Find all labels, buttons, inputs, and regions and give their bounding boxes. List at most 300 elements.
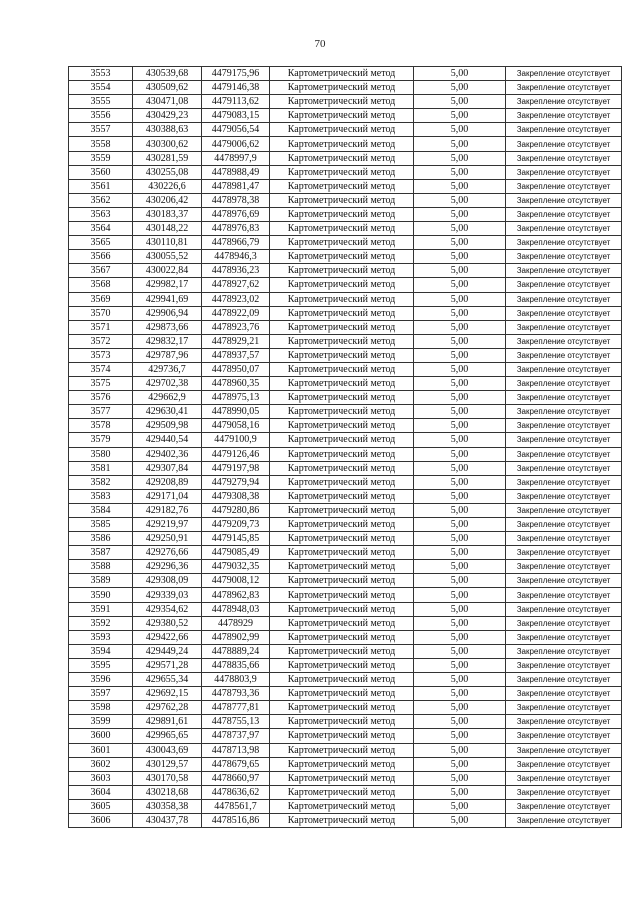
table-row (69, 799, 622, 813)
accuracy-cell: 5,00 (414, 320, 506, 334)
y-coordinate-cell: 4478948,03 (202, 602, 270, 616)
table-row (69, 658, 622, 672)
x-coordinate-cell: 429208,89 (133, 475, 202, 489)
y-coordinate-cell: 4478927,62 (202, 278, 270, 292)
x-coordinate-cell: 429308,09 (133, 574, 202, 588)
accuracy-cell: 5,00 (414, 292, 506, 306)
point-number-cell: 3603 (69, 771, 133, 785)
x-coordinate-cell: 429787,96 (133, 348, 202, 362)
table-row (69, 334, 622, 348)
fixation-cell: Закрепление отсутствует (506, 109, 622, 123)
x-coordinate-cell: 429449,24 (133, 644, 202, 658)
table-row (69, 503, 622, 517)
fixation-cell: Закрепление отсутствует (506, 658, 622, 672)
table-row (69, 546, 622, 560)
point-number-cell: 3601 (69, 743, 133, 757)
point-number-cell: 3600 (69, 729, 133, 743)
method-cell: Картометрический метод (270, 475, 414, 489)
fixation-cell: Закрепление отсутствует (506, 588, 622, 602)
method-cell: Картометрический метод (270, 348, 414, 362)
method-cell: Картометрический метод (270, 532, 414, 546)
coordinates-table-body (69, 67, 622, 828)
method-cell: Картометрический метод (270, 743, 414, 757)
method-cell: Картометрический метод (270, 687, 414, 701)
y-coordinate-cell: 4478679,65 (202, 757, 270, 771)
y-coordinate-cell: 4478737,97 (202, 729, 270, 743)
table-row (69, 348, 622, 362)
point-number-cell: 3595 (69, 658, 133, 672)
table-row (69, 630, 622, 644)
x-coordinate-cell: 429982,17 (133, 278, 202, 292)
method-cell: Картометрический метод (270, 813, 414, 827)
accuracy-cell: 5,00 (414, 193, 506, 207)
accuracy-cell: 5,00 (414, 306, 506, 320)
point-number-cell: 3602 (69, 757, 133, 771)
fixation-cell: Закрепление отсутствует (506, 207, 622, 221)
x-coordinate-cell: 429440,54 (133, 433, 202, 447)
x-coordinate-cell: 429422,66 (133, 630, 202, 644)
y-coordinate-cell: 4478978,38 (202, 193, 270, 207)
fixation-cell: Закрепление отсутствует (506, 518, 622, 532)
accuracy-cell: 5,00 (414, 475, 506, 489)
method-cell: Картометрический метод (270, 673, 414, 687)
accuracy-cell: 5,00 (414, 419, 506, 433)
y-coordinate-cell: 4478937,57 (202, 348, 270, 362)
accuracy-cell: 5,00 (414, 503, 506, 517)
table-row (69, 320, 622, 334)
method-cell: Картометрический метод (270, 292, 414, 306)
fixation-cell: Закрепление отсутствует (506, 278, 622, 292)
table-row (69, 771, 622, 785)
table-row (69, 813, 622, 827)
fixation-cell: Закрепление отсутствует (506, 447, 622, 461)
y-coordinate-cell: 4478976,83 (202, 222, 270, 236)
fixation-cell: Закрепление отсутствует (506, 701, 622, 715)
fixation-cell: Закрепление отсутствует (506, 771, 622, 785)
table-row (69, 207, 622, 221)
accuracy-cell: 5,00 (414, 616, 506, 630)
x-coordinate-cell: 430509,62 (133, 81, 202, 95)
fixation-cell: Закрепление отсутствует (506, 264, 622, 278)
y-coordinate-cell: 4478889,24 (202, 644, 270, 658)
method-cell: Картометрический метод (270, 405, 414, 419)
point-number-cell: 3591 (69, 602, 133, 616)
table-row (69, 715, 622, 729)
point-number-cell: 3585 (69, 518, 133, 532)
x-coordinate-cell: 430055,52 (133, 250, 202, 264)
point-number-cell: 3578 (69, 419, 133, 433)
point-number-cell: 3606 (69, 813, 133, 827)
point-number-cell: 3564 (69, 222, 133, 236)
method-cell: Картометрический метод (270, 193, 414, 207)
accuracy-cell: 5,00 (414, 644, 506, 658)
accuracy-cell: 5,00 (414, 95, 506, 109)
fixation-cell: Закрепление отсутствует (506, 503, 622, 517)
accuracy-cell: 5,00 (414, 348, 506, 362)
point-number-cell: 3604 (69, 785, 133, 799)
point-number-cell: 3598 (69, 701, 133, 715)
x-coordinate-cell: 429965,65 (133, 729, 202, 743)
point-number-cell: 3558 (69, 137, 133, 151)
table-row (69, 109, 622, 123)
point-number-cell: 3572 (69, 334, 133, 348)
point-number-cell: 3553 (69, 67, 133, 81)
fixation-cell: Закрепление отсутствует (506, 306, 622, 320)
accuracy-cell: 5,00 (414, 489, 506, 503)
table-row (69, 644, 622, 658)
table-row (69, 362, 622, 376)
y-coordinate-cell: 4479100,9 (202, 433, 270, 447)
point-number-cell: 3599 (69, 715, 133, 729)
y-coordinate-cell: 4479008,12 (202, 574, 270, 588)
accuracy-cell: 5,00 (414, 630, 506, 644)
y-coordinate-cell: 4479083,15 (202, 109, 270, 123)
method-cell: Картометрический метод (270, 644, 414, 658)
accuracy-cell: 5,00 (414, 588, 506, 602)
x-coordinate-cell: 429762,28 (133, 701, 202, 715)
x-coordinate-cell: 429941,69 (133, 292, 202, 306)
point-number-cell: 3560 (69, 165, 133, 179)
y-coordinate-cell: 4478976,69 (202, 207, 270, 221)
fixation-cell: Закрепление отсутствует (506, 757, 622, 771)
point-number-cell: 3568 (69, 278, 133, 292)
table-row (69, 391, 622, 405)
table-row (69, 264, 622, 278)
table-row (69, 165, 622, 179)
table-row (69, 602, 622, 616)
fixation-cell: Закрепление отсутствует (506, 644, 622, 658)
table-row (69, 673, 622, 687)
point-number-cell: 3562 (69, 193, 133, 207)
fixation-cell: Закрепление отсутствует (506, 67, 622, 81)
table-row (69, 151, 622, 165)
x-coordinate-cell: 429339,03 (133, 588, 202, 602)
fixation-cell: Закрепление отсутствует (506, 799, 622, 813)
point-number-cell: 3576 (69, 391, 133, 405)
fixation-cell: Закрепление отсутствует (506, 193, 622, 207)
table-row (69, 701, 622, 715)
point-number-cell: 3596 (69, 673, 133, 687)
y-coordinate-cell: 4479146,38 (202, 81, 270, 95)
point-number-cell: 3571 (69, 320, 133, 334)
y-coordinate-cell: 4479209,73 (202, 518, 270, 532)
point-number-cell: 3555 (69, 95, 133, 109)
table-row (69, 67, 622, 81)
fixation-cell: Закрепление отсутствует (506, 405, 622, 419)
fixation-cell: Закрепление отсутствует (506, 123, 622, 137)
fixation-cell: Закрепление отсутствует (506, 419, 622, 433)
fixation-cell: Закрепление отсутствует (506, 813, 622, 827)
accuracy-cell: 5,00 (414, 701, 506, 715)
method-cell: Картометрический метод (270, 785, 414, 799)
fixation-cell: Закрепление отсутствует (506, 461, 622, 475)
y-coordinate-cell: 4479113,62 (202, 95, 270, 109)
x-coordinate-cell: 429832,17 (133, 334, 202, 348)
x-coordinate-cell: 430255,08 (133, 165, 202, 179)
accuracy-cell: 5,00 (414, 362, 506, 376)
method-cell: Картометрический метод (270, 433, 414, 447)
point-number-cell: 3579 (69, 433, 133, 447)
fixation-cell: Закрепление отсутствует (506, 165, 622, 179)
y-coordinate-cell: 4478777,81 (202, 701, 270, 715)
accuracy-cell: 5,00 (414, 222, 506, 236)
accuracy-cell: 5,00 (414, 799, 506, 813)
table-row (69, 588, 622, 602)
y-coordinate-cell: 4479058,16 (202, 419, 270, 433)
point-number-cell: 3565 (69, 236, 133, 250)
x-coordinate-cell: 430300,62 (133, 137, 202, 151)
method-cell: Картометрический метод (270, 701, 414, 715)
x-coordinate-cell: 430226,6 (133, 179, 202, 193)
point-number-cell: 3588 (69, 560, 133, 574)
method-cell: Картометрический метод (270, 757, 414, 771)
table-row (69, 616, 622, 630)
table-row (69, 123, 622, 137)
table-row (69, 475, 622, 489)
table-row (69, 447, 622, 461)
fixation-cell: Закрепление отсутствует (506, 222, 622, 236)
table-row (69, 433, 622, 447)
point-number-cell: 3559 (69, 151, 133, 165)
y-coordinate-cell: 4479056,54 (202, 123, 270, 137)
method-cell: Картометрический метод (270, 137, 414, 151)
table-row (69, 236, 622, 250)
method-cell: Картометрический метод (270, 447, 414, 461)
table-row (69, 785, 622, 799)
method-cell: Картометрический метод (270, 574, 414, 588)
point-number-cell: 3556 (69, 109, 133, 123)
accuracy-cell: 5,00 (414, 67, 506, 81)
fixation-cell: Закрепление отсутствует (506, 292, 622, 306)
table-row (69, 518, 622, 532)
fixation-cell: Закрепление отсутствует (506, 687, 622, 701)
point-number-cell: 3563 (69, 207, 133, 221)
accuracy-cell: 5,00 (414, 461, 506, 475)
method-cell: Картометрический метод (270, 320, 414, 334)
accuracy-cell: 5,00 (414, 433, 506, 447)
accuracy-cell: 5,00 (414, 391, 506, 405)
y-coordinate-cell: 4478660,97 (202, 771, 270, 785)
y-coordinate-cell: 4478997,9 (202, 151, 270, 165)
y-coordinate-cell: 4478981,47 (202, 179, 270, 193)
table-row (69, 137, 622, 151)
y-coordinate-cell: 4479032,35 (202, 560, 270, 574)
x-coordinate-cell: 429655,34 (133, 673, 202, 687)
x-coordinate-cell: 429354,62 (133, 602, 202, 616)
point-number-cell: 3605 (69, 799, 133, 813)
x-coordinate-cell: 430148,22 (133, 222, 202, 236)
point-number-cell: 3569 (69, 292, 133, 306)
accuracy-cell: 5,00 (414, 687, 506, 701)
table-row (69, 489, 622, 503)
method-cell: Картометрический метод (270, 799, 414, 813)
point-number-cell: 3581 (69, 461, 133, 475)
fixation-cell: Закрепление отсутствует (506, 334, 622, 348)
method-cell: Картометрический метод (270, 222, 414, 236)
point-number-cell: 3590 (69, 588, 133, 602)
point-number-cell: 3570 (69, 306, 133, 320)
method-cell: Картометрический метод (270, 715, 414, 729)
x-coordinate-cell: 429662,9 (133, 391, 202, 405)
y-coordinate-cell: 4478966,79 (202, 236, 270, 250)
y-coordinate-cell: 4479279,94 (202, 475, 270, 489)
point-number-cell: 3583 (69, 489, 133, 503)
x-coordinate-cell: 430022,84 (133, 264, 202, 278)
fixation-cell: Закрепление отсутствует (506, 320, 622, 334)
y-coordinate-cell: 4479006,62 (202, 137, 270, 151)
method-cell: Картометрический метод (270, 419, 414, 433)
fixation-cell: Закрепление отсутствует (506, 560, 622, 574)
point-number-cell: 3582 (69, 475, 133, 489)
x-coordinate-cell: 429509,98 (133, 419, 202, 433)
point-number-cell: 3592 (69, 616, 133, 630)
accuracy-cell: 5,00 (414, 236, 506, 250)
x-coordinate-cell: 430206,42 (133, 193, 202, 207)
point-number-cell: 3557 (69, 123, 133, 137)
fixation-cell: Закрепление отсутствует (506, 785, 622, 799)
x-coordinate-cell: 430429,23 (133, 109, 202, 123)
table-row (69, 729, 622, 743)
table-row (69, 560, 622, 574)
fixation-cell: Закрепление отсутствует (506, 236, 622, 250)
fixation-cell: Закрепление отсутствует (506, 475, 622, 489)
fixation-cell: Закрепление отсутствует (506, 574, 622, 588)
fixation-cell: Закрепление отсутствует (506, 729, 622, 743)
method-cell: Картометрический метод (270, 546, 414, 560)
x-coordinate-cell: 430043,69 (133, 743, 202, 757)
y-coordinate-cell: 4478990,05 (202, 405, 270, 419)
table-row (69, 306, 622, 320)
table-row (69, 757, 622, 771)
fixation-cell: Закрепление отсутствует (506, 95, 622, 109)
table-row (69, 377, 622, 391)
method-cell: Картометрический метод (270, 518, 414, 532)
accuracy-cell: 5,00 (414, 151, 506, 165)
table-row (69, 193, 622, 207)
method-cell: Картометрический метод (270, 658, 414, 672)
accuracy-cell: 5,00 (414, 264, 506, 278)
method-cell: Картометрический метод (270, 630, 414, 644)
y-coordinate-cell: 4478923,02 (202, 292, 270, 306)
y-coordinate-cell: 4478946,3 (202, 250, 270, 264)
method-cell: Картометрический метод (270, 236, 414, 250)
y-coordinate-cell: 4478923,76 (202, 320, 270, 334)
y-coordinate-cell: 4478793,36 (202, 687, 270, 701)
method-cell: Картометрический метод (270, 461, 414, 475)
y-coordinate-cell: 4478929 (202, 616, 270, 630)
table-row (69, 743, 622, 757)
x-coordinate-cell: 430170,58 (133, 771, 202, 785)
accuracy-cell: 5,00 (414, 179, 506, 193)
point-number-cell: 3586 (69, 532, 133, 546)
fixation-cell: Закрепление отсутствует (506, 673, 622, 687)
y-coordinate-cell: 4479145,85 (202, 532, 270, 546)
x-coordinate-cell: 429402,36 (133, 447, 202, 461)
x-coordinate-cell: 429891,61 (133, 715, 202, 729)
x-coordinate-cell: 430183,37 (133, 207, 202, 221)
accuracy-cell: 5,00 (414, 334, 506, 348)
method-cell: Картометрический метод (270, 306, 414, 320)
fixation-cell: Закрепление отсутствует (506, 81, 622, 95)
table-row (69, 687, 622, 701)
fixation-cell: Закрепление отсутствует (506, 630, 622, 644)
x-coordinate-cell: 429276,66 (133, 546, 202, 560)
method-cell: Картометрический метод (270, 560, 414, 574)
accuracy-cell: 5,00 (414, 785, 506, 799)
method-cell: Картометрический метод (270, 602, 414, 616)
x-coordinate-cell: 430358,38 (133, 799, 202, 813)
method-cell: Картометрический метод (270, 250, 414, 264)
x-coordinate-cell: 429702,38 (133, 377, 202, 391)
table-row (69, 532, 622, 546)
fixation-cell: Закрепление отсутствует (506, 532, 622, 546)
x-coordinate-cell: 429296,36 (133, 560, 202, 574)
coordinates-table (68, 66, 622, 828)
method-cell: Картометрический метод (270, 362, 414, 376)
x-coordinate-cell: 429571,28 (133, 658, 202, 672)
y-coordinate-cell: 4479175,96 (202, 67, 270, 81)
point-number-cell: 3594 (69, 644, 133, 658)
table-row (69, 179, 622, 193)
method-cell: Картометрический метод (270, 264, 414, 278)
y-coordinate-cell: 4478922,09 (202, 306, 270, 320)
fixation-cell: Закрепление отсутствует (506, 362, 622, 376)
x-coordinate-cell: 430129,57 (133, 757, 202, 771)
point-number-cell: 3567 (69, 264, 133, 278)
method-cell: Картометрический метод (270, 151, 414, 165)
fixation-cell: Закрепление отсутствует (506, 715, 622, 729)
fixation-cell: Закрепление отсутствует (506, 377, 622, 391)
method-cell: Картометрический метод (270, 489, 414, 503)
y-coordinate-cell: 4478803,9 (202, 673, 270, 687)
accuracy-cell: 5,00 (414, 123, 506, 137)
table-row (69, 222, 622, 236)
point-number-cell: 3589 (69, 574, 133, 588)
method-cell: Картометрический метод (270, 123, 414, 137)
method-cell: Картометрический метод (270, 503, 414, 517)
method-cell: Картометрический метод (270, 95, 414, 109)
x-coordinate-cell: 429250,91 (133, 532, 202, 546)
accuracy-cell: 5,00 (414, 250, 506, 264)
accuracy-cell: 5,00 (414, 574, 506, 588)
method-cell: Картометрический метод (270, 391, 414, 405)
table-row (69, 574, 622, 588)
y-coordinate-cell: 4479197,98 (202, 461, 270, 475)
y-coordinate-cell: 4479085,49 (202, 546, 270, 560)
method-cell: Картометрический метод (270, 377, 414, 391)
y-coordinate-cell: 4478988,49 (202, 165, 270, 179)
fixation-cell: Закрепление отсутствует (506, 250, 622, 264)
accuracy-cell: 5,00 (414, 729, 506, 743)
y-coordinate-cell: 4478713,98 (202, 743, 270, 757)
point-number-cell: 3587 (69, 546, 133, 560)
table-row (69, 419, 622, 433)
fixation-cell: Закрепление отсутствует (506, 433, 622, 447)
x-coordinate-cell: 429380,52 (133, 616, 202, 630)
point-number-cell: 3575 (69, 377, 133, 391)
y-coordinate-cell: 4478950,07 (202, 362, 270, 376)
fixation-cell: Закрепление отсутствует (506, 391, 622, 405)
y-coordinate-cell: 4478516,86 (202, 813, 270, 827)
x-coordinate-cell: 430110,81 (133, 236, 202, 250)
x-coordinate-cell: 429307,84 (133, 461, 202, 475)
accuracy-cell: 5,00 (414, 743, 506, 757)
accuracy-cell: 5,00 (414, 546, 506, 560)
table-row (69, 405, 622, 419)
accuracy-cell: 5,00 (414, 560, 506, 574)
y-coordinate-cell: 4478755,13 (202, 715, 270, 729)
accuracy-cell: 5,00 (414, 278, 506, 292)
